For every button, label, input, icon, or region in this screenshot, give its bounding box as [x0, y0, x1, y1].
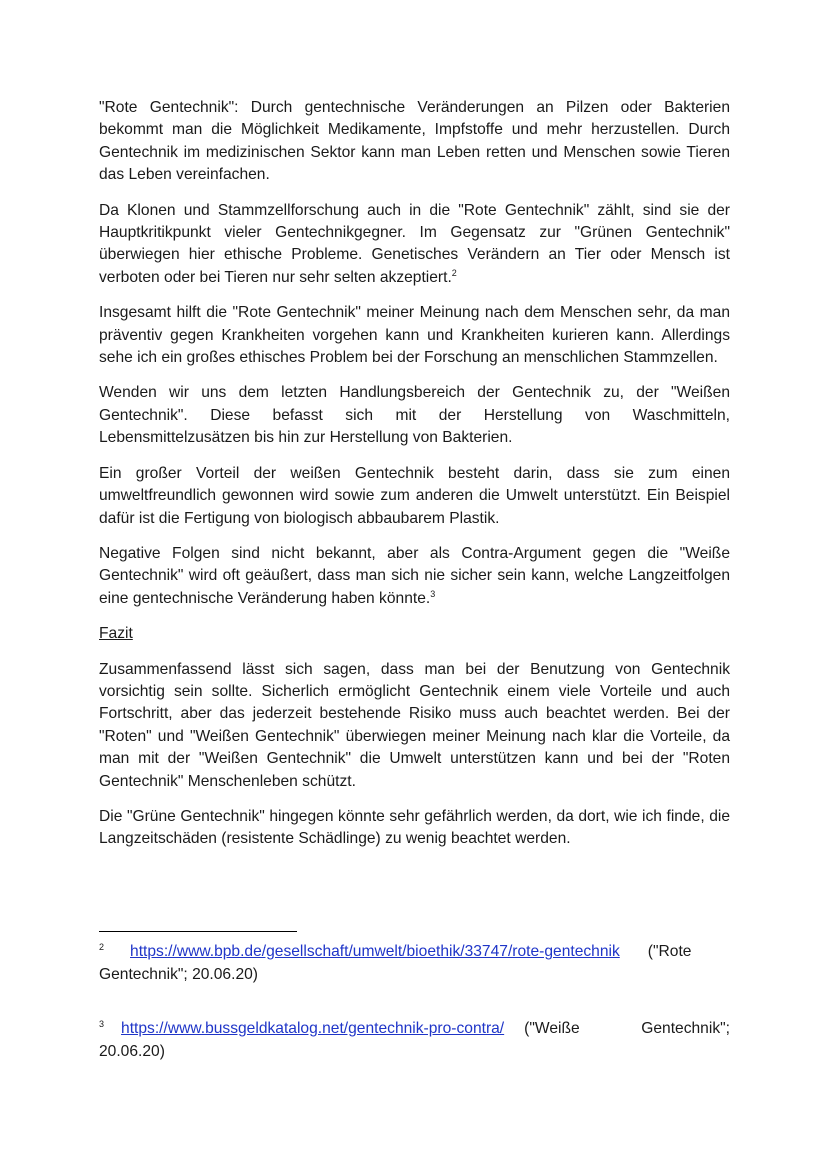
footnote-number: 3 — [99, 1019, 105, 1029]
paragraph: Wenden wir uns dem letzten Handlungsbereich der Gentechnik zu, der "Weißen Gentechnik". Diese befasst sich mit der Herstellung von Waschmitteln, Lebensmittelzusätzen bis hin zur Herstellung von Bakterien. — [99, 384, 730, 447]
footnote-link[interactable]: https://www.bussgeldkatalog.net/gentechnik-pro-contra/ — [121, 1020, 505, 1037]
conclusion-paragraph: Zusammenfassend lässt sich sagen, dass man bei der Benutzung von Gentechnik vorsichtig sein sollte. Sicherlich ermöglicht Gentechnik einem viele Vorteile und auch Fortschritt, aber das jederzeit bestehende Risiko muss auch beachtet werden. Bei der "Roten" und "Weißen Gentechnik" überwiegen meiner Meinung nach klar die Vorteile, da man mit der "Weißen Gentechnik" die Umwelt unterstützen kann und bei der "Roten Gentechnik" Menschenleben schützt. — [99, 660, 730, 790]
paragraph: Da Klonen und Stammzellforschung auch in die "Rote Gentechnik" zählt, sind sie der Hauptkritikpunkt vieler Gentechnikgegner. Im Gegensatz zur "Grünen Gentechnik" überwiegen hier ethische Probleme. Genetisches Verändern an Tier oder Mensch ist verboten oder bei Tieren nur sehr selten akzeptiert.$^2$ — [99, 201, 730, 286]
footnote-reference[interactable]: 3 — [430, 588, 436, 599]
footnote — [99, 1017, 730, 1063]
paragraph: "Rote Gentechnik": Durch gentechnische Veränderungen an Pilzen oder Bakterien bekommt man die Möglichkeit Medikamente, Impfstoffe und mehr herzustellen. Durch Gentechnik im medizinischen Sektor kann man Leben retten und Menschen sowie Tieren das Leben vereinfachen. — [99, 99, 730, 184]
paragraph: Ein großer Vorteil der weißen Gentechnik besteht darin, dass sie zum einen umweltfreundlich gewonnen wird sowie zum anderen die Umwelt unterstützt. Ein Beispiel dafür ist die Fertigung von biologisch abbaubarem Plastik. — [99, 464, 730, 527]
section-heading: Fazit — [99, 625, 133, 643]
conclusion-paragraph: Die "Grüne Gentechnik" hingegen könnte sehr gefährlich werden, da dort, wie ich finde, die Langzeitschäden (resistente Schädlinge) zu wenig beachtet werden. — [99, 807, 730, 848]
footnote-link[interactable]: https://www.bpb.de/gesellschaft/umwelt/bioethik/33747/rote-gentechnik — [130, 943, 620, 960]
paragraph: Insgesamt hilft die "Rote Gentechnik" meiner Meinung nach dem Menschen sehr, da man präventiv gegen Krankheiten vorgehen kann und Krankheiten kurieren kann. Allerdings sehe ich ein großes ethisches Problem bei der Forschung an menschlichen Stammzellen. — [99, 304, 730, 367]
footnote-note: ("Rote Gentechnik"; 20.06.20) — [99, 943, 692, 983]
footnote — [99, 940, 730, 986]
paragraph: Negative Folgen sind nicht bekannt, aber als Contra-Argument gegen die "Weiße Gentechnik" wird oft geäußert, dass man sich nie sicher sein kann, welche Langzeitfolgen eine gentechnische Veränderung haben könnte.$^3$ — [99, 544, 730, 607]
footnote-separator — [99, 931, 297, 932]
footnote-number: 2 — [99, 942, 105, 952]
footnote-note: ("Weiße Gentechnik"; 20.06.20) — [99, 1020, 730, 1060]
body-text — [99, 97, 730, 864]
footnote-reference[interactable]: 2 — [451, 267, 457, 278]
